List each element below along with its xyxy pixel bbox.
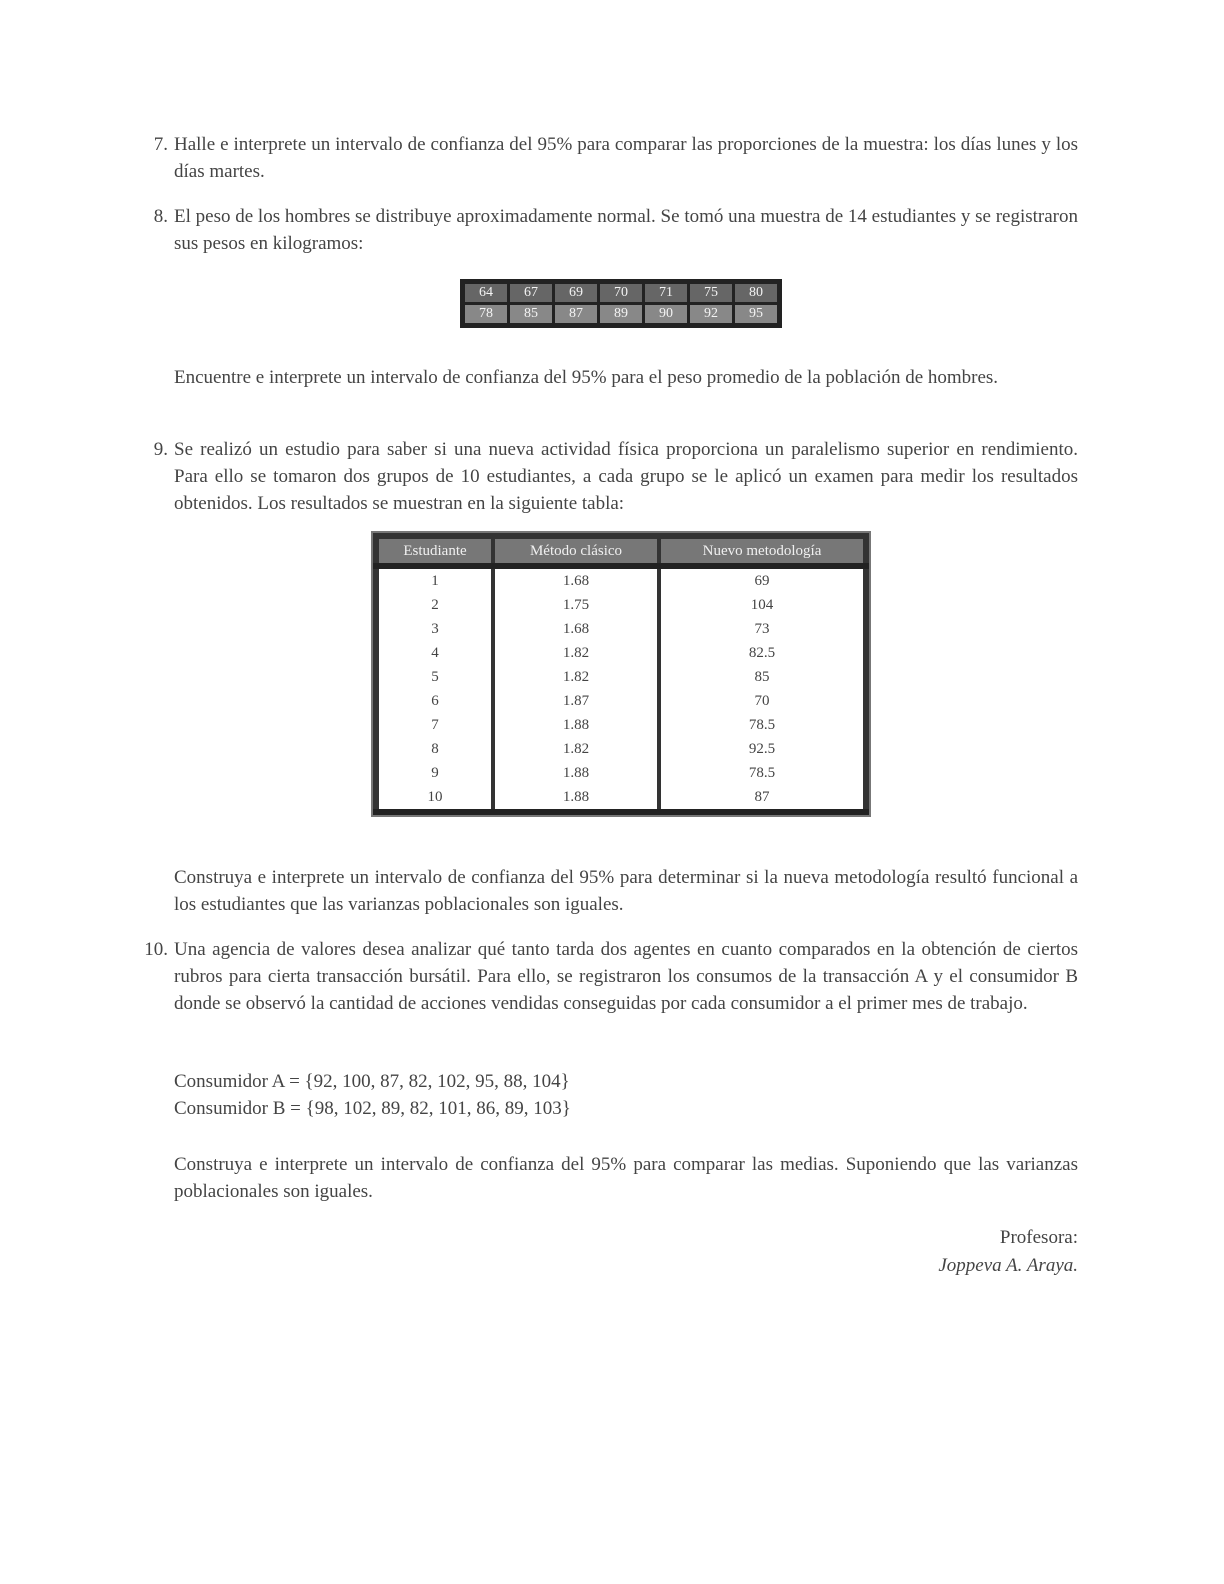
column-header: Método clásico xyxy=(493,536,659,566)
exercise-text: El peso de los hombres se distribuye aproximadamente normal. Se tomó una muestra de 14 estudiantes y se registraron sus pesos en kilogramos: xyxy=(174,206,1078,254)
exercise-text: Se realizó un estudio para saber si una nueva actividad física proporciona un paralelismo superior en rendimiento. Para ello se tomaron dos grupos de 10 estudiantes, a cada grupo se le aplicó un examen para medir los resultados obtenidos. Los resultados se muestran en la siguiente tabla: xyxy=(174,439,1078,514)
table-cell: 5 xyxy=(431,669,439,685)
consumer-b-data: Consumidor B = {98, 102, 89, 82, 101, 86, 89, 103} xyxy=(174,1098,571,1119)
table-cell: 3 xyxy=(431,621,439,637)
table-cell: 92.5 xyxy=(659,737,866,761)
paragraph-after-consumers: Construya e interprete un intervalo de confianza del 95% para comparar las medias. Suponiendo que las varianzas poblacionales son iguales. xyxy=(174,1154,1078,1202)
signature-role: Profesora: xyxy=(999,1227,1078,1248)
table-cell: 9 xyxy=(431,765,439,781)
exercise-number: 10. xyxy=(144,939,168,960)
table-cell: 69 xyxy=(659,566,866,593)
table-cell: 87 xyxy=(554,304,599,326)
table-cell: 1.88 xyxy=(493,713,659,737)
table-cell: 82.5 xyxy=(659,641,866,665)
table-row xyxy=(376,641,866,665)
table-cell: 92 xyxy=(689,304,734,326)
table-cell: 75 xyxy=(689,282,734,304)
table-cell: 1.75 xyxy=(493,593,659,617)
table-cell: 1.82 xyxy=(493,641,659,665)
paragraph-after-table2: Construya e interprete un intervalo de confianza del 95% para determinar si la nueva metodología resultó funcional a los estudiantes que las varianzas poblacionales son iguales. xyxy=(174,867,1078,915)
table-cell: 2 xyxy=(431,597,439,613)
table-cell: 73 xyxy=(659,617,866,641)
table-cell: 4 xyxy=(431,645,439,661)
table-row xyxy=(376,713,866,737)
table-cell: 70 xyxy=(599,282,644,304)
table-row xyxy=(376,665,866,689)
table-cell: 1 xyxy=(431,573,439,589)
table-header-row xyxy=(376,536,866,566)
table-cell: 6 xyxy=(431,693,439,709)
table-cell: 1.82 xyxy=(493,737,659,761)
table-row xyxy=(376,593,866,617)
table-cell: 1.87 xyxy=(493,689,659,713)
exercise-number: 8. xyxy=(153,206,168,227)
table-cell: 1.68 xyxy=(493,617,659,641)
table-cell: 8 xyxy=(431,741,439,757)
exercise-text: Halle e interprete un intervalo de confianza del 95% para comparar las proporciones de la muestra: los días lunes y los días martes. xyxy=(174,134,1078,182)
table-cell: 85 xyxy=(509,304,554,326)
table-cell: 78.5 xyxy=(659,761,866,785)
table-cell: 1.88 xyxy=(493,785,659,812)
table-cell: 1.82 xyxy=(493,665,659,689)
table-cell: 95 xyxy=(734,304,780,326)
table-cell: 90 xyxy=(644,304,689,326)
exercise-number: 7. xyxy=(153,134,168,155)
table-cell: 10 xyxy=(376,785,493,812)
table-cell: 1.68 xyxy=(493,566,659,593)
table-cell: 1.88 xyxy=(493,761,659,785)
table-cell: 7 xyxy=(431,717,439,733)
table-row xyxy=(376,566,866,593)
table-row xyxy=(463,304,780,326)
table-cell: 67 xyxy=(509,282,554,304)
column-header: Estudiante xyxy=(376,536,493,566)
exercise-number: 9. xyxy=(153,439,168,460)
weights-table xyxy=(460,279,782,328)
column-header: Nuevo metodología xyxy=(659,536,866,566)
table-row xyxy=(376,761,866,785)
table-cell: 89 xyxy=(599,304,644,326)
table-cell: 87 xyxy=(659,785,866,812)
table-cell: 85 xyxy=(659,665,866,689)
table-row xyxy=(463,282,780,304)
table-row xyxy=(376,785,866,812)
paragraph-after-table1: Encuentre e interprete un intervalo de confianza del 95% para el peso promedio de la población de hombres. xyxy=(174,367,999,388)
exercise-text: Una agencia de valores desea analizar qué tanto tarda dos agentes en cuanto comparados en la obtención de ciertos rubros para cierta transacción bursátil. Para ello, se registraron los consumos de la transacción A y el consumidor B donde se observó la cantidad de acciones vendidas conseguidas por cada consumidor a el primer mes de trabajo. xyxy=(174,939,1078,1014)
table-cell: 78 xyxy=(463,304,509,326)
table-cell: 78.5 xyxy=(659,713,866,737)
methods-table xyxy=(373,533,869,815)
table-cell: 71 xyxy=(644,282,689,304)
table-cell: 104 xyxy=(659,593,866,617)
table-cell: 69 xyxy=(554,282,599,304)
table-row xyxy=(376,689,866,713)
table-row xyxy=(376,737,866,761)
table-cell: 80 xyxy=(734,282,780,304)
table-cell: 64 xyxy=(463,282,509,304)
signature-name: Joppeva A. Araya. xyxy=(938,1255,1078,1276)
table-body xyxy=(376,566,866,812)
table-cell: 70 xyxy=(659,689,866,713)
consumer-a-data: Consumidor A = {92, 100, 87, 82, 102, 95, 88, 104} xyxy=(174,1071,570,1092)
table-row xyxy=(376,617,866,641)
